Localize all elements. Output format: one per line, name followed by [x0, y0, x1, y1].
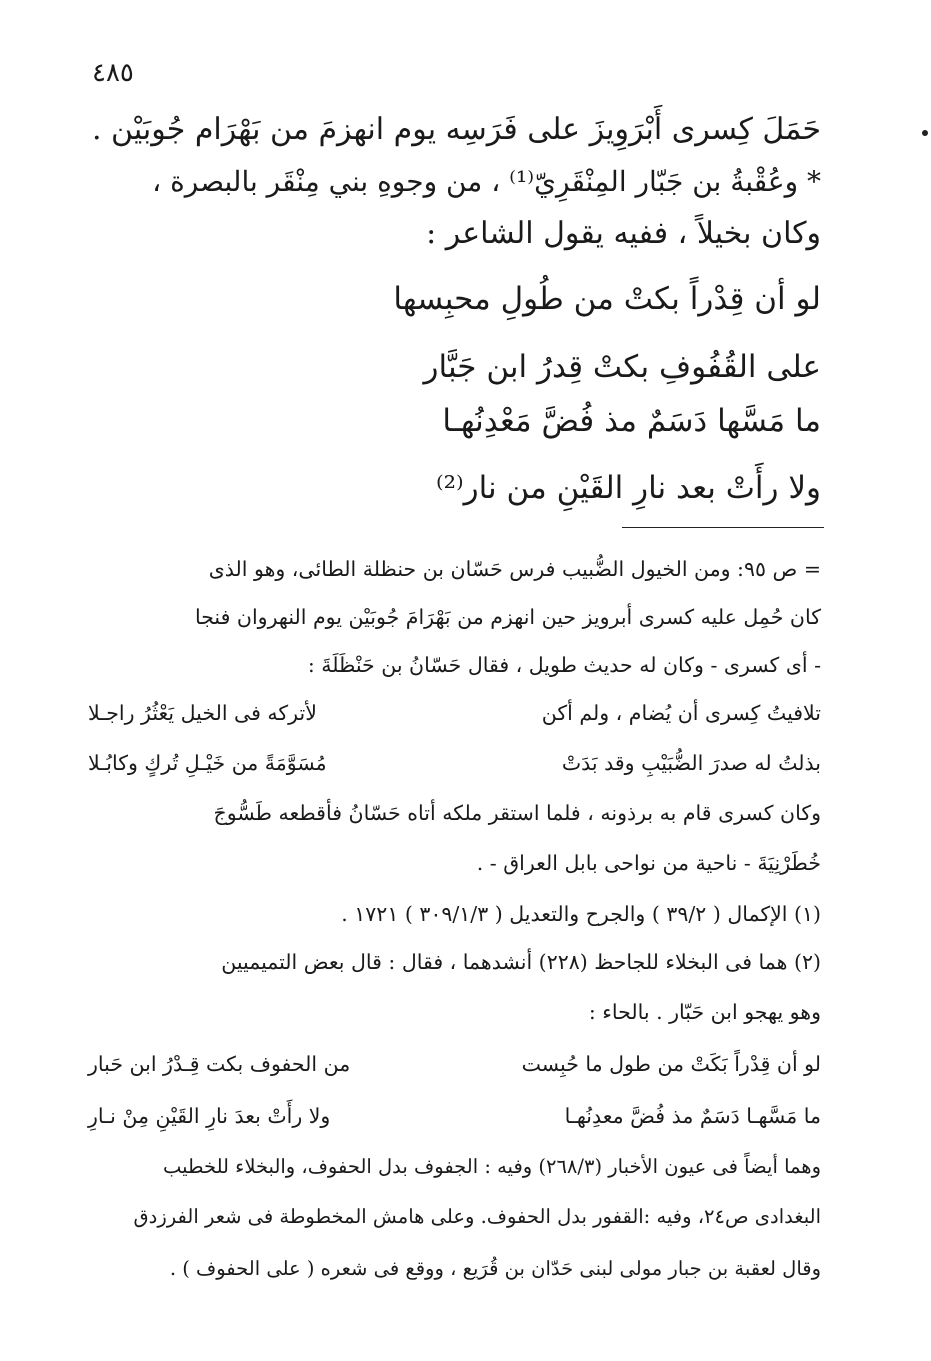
footnote-verse-hemistich: لو أن قِدْراً بَكَتْ من طول ما حُبِست: [521, 1052, 821, 1076]
verse-line-2b: ولا رأَتْ بعد نارِ القَيْنِ من نار⁽²⁾: [435, 470, 821, 506]
footnote-line: وكان كسرى قام به برذونه ، فلما استقر ملكه أتاه حَسّانُ فأقطعه طَسُّوجَ: [213, 801, 821, 825]
main-line-3: وكان بخيلاً ، ففيه يقول الشاعر :: [426, 216, 821, 251]
footnote-verse-hemistich: ولا رأَتْ بعدَ نارِ القَيْنِ مِنْ نـارِ: [88, 1104, 331, 1128]
footnote-verse-hemistich: بذلتُ له صدرَ الضُّبَيْبِ وقد بَدَتْ: [561, 751, 821, 775]
verse-line-1b: على القُفُوفِ بكتْ قِدرُ ابن جَبَّار: [423, 349, 821, 385]
footnote-2-line: وقال لعقبة بن جبار مولى لبنى حَدّان بن قُرَيع ، ووقع فى شعره ( على الحفوف ) .: [169, 1257, 821, 1280]
margin-dot: [922, 130, 928, 136]
footnote-verse-hemistich: تلافيتُ كِسرى أن يُضام ، ولم أكن: [541, 701, 821, 725]
footnote-verse-hemistich: ما مَسَّهـا دَسَمٌ مذ فُضَّ معدِنُهـا: [564, 1104, 821, 1128]
footnote-2-line: (٢) هما فى البخلاء للجاحظ (٢٢٨) أنشدهما ، فقال : قال بعض التميميين: [221, 950, 821, 974]
verse-line-1a: لو أن قِدْراً بكتْ من طُولِ محبِسها: [393, 281, 821, 317]
footnote-2-line: البغدادى ص٢٤، وفيه :القفور بدل الحفوف. وعلى هامش المخطوطة فى شعر الفرزدق: [133, 1205, 821, 1228]
main-line-2: * وعُقْبةُ بن جَبّار المِنْقَرِيّ⁽¹⁾ ، من وجوهِ بني مِنْقَر بالبصرة ،: [152, 165, 821, 198]
footnote-line: - أى كسرى - وكان له حديث طويل ، فقال حَسّانُ بن حَنْظَلَةَ :: [307, 653, 821, 677]
footnote-verse-hemistich: لأتركه فى الخيل يَعْثُرُ راجـلا: [88, 701, 317, 725]
page-number: ٤٨٥: [92, 58, 134, 88]
footnote-separator: [622, 527, 824, 528]
footnote-line: = ص ٩٥: ومن الخيول الضُّبيب فرس حَسّان بن حنظلة الطائى، وهو الذى: [208, 557, 821, 581]
footnote-2-line: وهو يهجو ابن حَبّار . بالحاء :: [588, 1000, 821, 1024]
footnote-line: خُطَرْنِيَةَ - ناحية من نواحى بابل العراق - .: [476, 851, 821, 875]
footnote-verse-hemistich: مُسَوَّمَةً من خَيْـلِ تُركٍ وكابُـلا: [88, 751, 327, 775]
verse-line-2a: ما مَسَّها دَسَمٌ مذ فُضَّ مَعْدِنُهـا: [442, 403, 821, 439]
footnote-line: كان حُمِل عليه كسرى أبرويز حين انهزم من بَهْرَامَ جُوبَيْن يوم النهروان فنجا: [194, 605, 821, 629]
footnote-1: (١) الإكمال ( ٣٩/٢ ) والجرح والتعديل ( ٣٠٩/١/٣ ) ١٧٢١ .: [341, 902, 821, 926]
main-line-1: حَمَلَ كِسرى أَبْرَوِيزَ على فَرَسِه يوم انهزمَ من بَهْرَام جُوبَيْن .: [91, 112, 821, 147]
footnote-verse-hemistich: من الحفوف بكت قِـدْرُ ابن حَبار: [88, 1052, 351, 1076]
footnote-2-line: وهما أيضاً فى عيون الأخبار (٢٦٨/٣) وفيه : الجفوف بدل الحفوف، والبخلاء للخطيب: [162, 1155, 821, 1178]
main-text: [81, 104, 821, 260]
